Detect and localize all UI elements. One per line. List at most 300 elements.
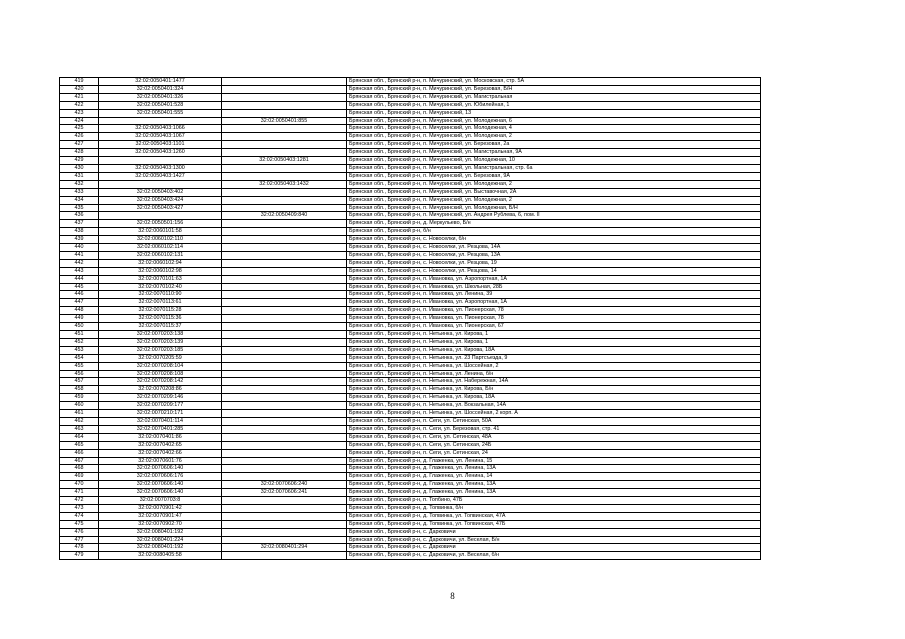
table-row	[60, 402, 761, 410]
row-number-cell: 478	[60, 544, 99, 552]
cadastral-number-cell: 32:02:0070208:86	[99, 386, 222, 394]
cadastral-number-cell: 32:02:0070208:142	[99, 378, 222, 386]
cadastral-number-cell: 32:02:0060101:58	[99, 228, 222, 236]
address-cell: Брянская обл., Брянский р-н, п. Нетьинка, ул. Ленина, б/н	[347, 370, 761, 378]
table-row	[60, 85, 761, 93]
row-number-cell: 433	[60, 188, 99, 196]
parent-cadastral-number-cell	[222, 417, 347, 425]
cadastral-number-cell: 32:02:0070402:66	[99, 449, 222, 457]
address-cell: Брянская обл., Брянский р-н, п. Мичуринский, ул. Выставочная, 2А	[347, 188, 761, 196]
address-cell: Брянская обл., Брянский р-н, п. Нетьинка, ул. Кирова, 1	[347, 331, 761, 339]
parent-cadastral-number-cell: 32:02:0070606:240	[222, 481, 347, 489]
cadastral-number-cell: 32:02:0050403:1427	[99, 172, 222, 180]
row-number-cell: 455	[60, 362, 99, 370]
table-row	[60, 267, 761, 275]
parent-cadastral-number-cell	[222, 188, 347, 196]
parent-cadastral-number-cell	[222, 267, 347, 275]
cadastral-number-cell: 32:02:0080401:192	[99, 544, 222, 552]
cadastral-number-cell: 32:02:0080401:224	[99, 536, 222, 544]
parent-cadastral-number-cell: 32:02:0050403:1281	[222, 157, 347, 165]
cadastral-number-cell: 32:02:0070901:42	[99, 504, 222, 512]
table-row	[60, 338, 761, 346]
table-row	[60, 323, 761, 331]
parent-cadastral-number-cell	[222, 520, 347, 528]
address-cell: Брянская обл., Брянский р-н, с. Дарковичи, ул. Веселая, Б/н	[347, 536, 761, 544]
parent-cadastral-number-cell: 32:02:0070606:241	[222, 489, 347, 497]
table-row	[60, 504, 761, 512]
address-cell: Брянская обл., Брянский р-н, п. Мичуринский, ул. Молодежная, 6	[347, 117, 761, 125]
parent-cadastral-number-cell	[222, 291, 347, 299]
address-cell: Брянская обл., Брянский р-н, п. Нетьинка, ул. Набережная, 14А	[347, 378, 761, 386]
cadastral-number-cell: 32:02:0070606:140	[99, 489, 222, 497]
row-number-cell: 426	[60, 133, 99, 141]
row-number-cell: 449	[60, 315, 99, 323]
table-row	[60, 441, 761, 449]
table-row	[60, 275, 761, 283]
row-number-cell: 424	[60, 117, 99, 125]
parent-cadastral-number-cell	[222, 497, 347, 505]
table-row	[60, 157, 761, 165]
parent-cadastral-number-cell: 32:02:0050409:840	[222, 212, 347, 220]
table-row	[60, 307, 761, 315]
parent-cadastral-number-cell	[222, 504, 347, 512]
parent-cadastral-number-cell	[222, 307, 347, 315]
row-number-cell: 444	[60, 275, 99, 283]
address-cell: Брянская обл., Брянский р-н, п. Мичуринский, ул. Юбилейная, 1	[347, 101, 761, 109]
cadastral-number-cell: 32:02:0070606:140	[99, 465, 222, 473]
row-number-cell: 479	[60, 552, 99, 560]
cadastral-number-cell: 32:02:0070209:146	[99, 394, 222, 402]
parent-cadastral-number-cell	[222, 220, 347, 228]
table-row	[60, 196, 761, 204]
cadastral-number-cell: 32:02:0070401:285	[99, 425, 222, 433]
row-number-cell: 460	[60, 402, 99, 410]
parent-cadastral-number-cell	[222, 362, 347, 370]
parent-cadastral-number-cell	[222, 338, 347, 346]
address-cell: Брянская обл., Брянский р-н, д. Глаженка, ул. Ленина, 14	[347, 473, 761, 481]
parent-cadastral-number-cell	[222, 133, 347, 141]
cadastral-number-cell: 32:02:0050501:156	[99, 220, 222, 228]
table-row	[60, 188, 761, 196]
table-row	[60, 141, 761, 149]
address-cell: Брянская обл., Брянский р-н, п. Мичуринский, ул. Молодежная, 2	[347, 196, 761, 204]
row-number-cell: 467	[60, 457, 99, 465]
parent-cadastral-number-cell	[222, 425, 347, 433]
cadastral-number-cell: 32:02:0070601:76	[99, 457, 222, 465]
row-number-cell: 431	[60, 172, 99, 180]
page-number: 8	[450, 591, 455, 601]
parent-cadastral-number-cell	[222, 141, 347, 149]
cadastral-number-cell: 32:02:0070703:8	[99, 497, 222, 505]
parent-cadastral-number-cell	[222, 378, 347, 386]
row-number-cell: 425	[60, 125, 99, 133]
row-number-cell: 453	[60, 346, 99, 354]
address-cell: Брянская обл., Брянский р-н, п. Мичуринский, ул. Магистральная	[347, 93, 761, 101]
cadastral-number-cell: 32:02:0050403:427	[99, 204, 222, 212]
registry-table	[59, 77, 761, 560]
address-cell: Брянская обл., Брянский р-н, д. Топвинка, ул. Топвинская, 47Б	[347, 520, 761, 528]
address-cell: Брянская обл., Брянский р-н, п. Сеги, ул. Сетинская, 48А	[347, 433, 761, 441]
cadastral-number-cell	[99, 117, 222, 125]
address-cell: Брянская обл., Брянский р-н, с. Новоселки, ул. Резцова, 14А	[347, 244, 761, 252]
row-number-cell: 457	[60, 378, 99, 386]
parent-cadastral-number-cell	[222, 125, 347, 133]
table-row	[60, 117, 761, 125]
row-number-cell: 423	[60, 109, 99, 117]
parent-cadastral-number-cell	[222, 346, 347, 354]
parent-cadastral-number-cell: 32:02:0050401:855	[222, 117, 347, 125]
row-number-cell: 468	[60, 465, 99, 473]
row-number-cell: 450	[60, 323, 99, 331]
cadastral-number-cell: 32:02:0050401:555	[99, 109, 222, 117]
address-cell: Брянская обл., Брянский р-н, п. Ивановка, ул. Аэропортная, 1А	[347, 275, 761, 283]
parent-cadastral-number-cell	[222, 149, 347, 157]
row-number-cell: 472	[60, 497, 99, 505]
table-row	[60, 236, 761, 244]
address-cell: Брянская обл., Брянский р-н, п. Мичуринский, ул. Андрея Рублева, 6, пом. II	[347, 212, 761, 220]
row-number-cell: 463	[60, 425, 99, 433]
parent-cadastral-number-cell	[222, 331, 347, 339]
address-cell: Брянская обл., Брянский р-н, п. Нетьинка, ул. Вокзальная, 14А	[347, 402, 761, 410]
cadastral-number-cell: 32:02:0070203:138	[99, 331, 222, 339]
address-cell: Брянская обл., Брянский р-н, с. Дарковичи	[347, 528, 761, 536]
row-number-cell: 473	[60, 504, 99, 512]
table-row	[60, 417, 761, 425]
address-cell: Брянская обл., Брянский р-н, п. Мичуринский, ул. Березовая, Б/Н	[347, 85, 761, 93]
cadastral-number-cell: 32:02:0050403:1066	[99, 125, 222, 133]
cadastral-number-cell: 32:02:0050403:1260	[99, 149, 222, 157]
row-number-cell: 451	[60, 331, 99, 339]
address-cell: Брянская обл., Брянский р-н, д. Глаженка, ул. Ленина, 13А	[347, 481, 761, 489]
cadastral-number-cell: 32:02:0050401:1477	[99, 78, 222, 86]
address-cell: Брянская обл., Брянский р-н, с. Дарковичи	[347, 544, 761, 552]
row-number-cell: 434	[60, 196, 99, 204]
parent-cadastral-number-cell	[222, 299, 347, 307]
row-number-cell: 452	[60, 338, 99, 346]
row-number-cell: 466	[60, 449, 99, 457]
row-number-cell: 470	[60, 481, 99, 489]
cadastral-number-cell: 32:02:0070901:47	[99, 512, 222, 520]
cadastral-number-cell: 32:02:0070401:86	[99, 433, 222, 441]
address-cell: Брянская обл., Брянский р-н, п. Нетьинка, ул. Кирова, 18А	[347, 394, 761, 402]
parent-cadastral-number-cell	[222, 465, 347, 473]
parent-cadastral-number-cell	[222, 370, 347, 378]
table-row	[60, 251, 761, 259]
row-number-cell: 474	[60, 512, 99, 520]
table-row	[60, 212, 761, 220]
parent-cadastral-number-cell: 32:02:0080401:294	[222, 544, 347, 552]
cadastral-number-cell: 32:02:0050403:1067	[99, 133, 222, 141]
address-cell: Брянская обл., Брянский р-н, п. Нетьинка, ул. Кирова, 18А	[347, 346, 761, 354]
row-number-cell: 445	[60, 283, 99, 291]
address-cell: Брянская обл., Брянский р-н, п. Ивановка, ул. Пионерская, 78	[347, 307, 761, 315]
row-number-cell: 441	[60, 251, 99, 259]
cadastral-number-cell: 32:02:0050403:424	[99, 196, 222, 204]
parent-cadastral-number-cell	[222, 410, 347, 418]
cadastral-number-cell: 32:02:0050403:1300	[99, 164, 222, 172]
address-cell: Брянская обл., Брянский р-н, п. Мичуринский, ул. Магистральная, 9А	[347, 149, 761, 157]
table-row	[60, 410, 761, 418]
cadastral-number-cell	[99, 157, 222, 165]
row-number-cell: 435	[60, 204, 99, 212]
parent-cadastral-number-cell	[222, 449, 347, 457]
address-cell: Брянская обл., Брянский р-н, п. Мичуринский, ул. Молодежная, 2	[347, 180, 761, 188]
address-cell: Брянская обл., Брянский р-н, д. Глаженка, ул. Ленина, 13А	[347, 489, 761, 497]
address-cell: Брянская обл., Брянский р-н, п. Сеги, ул. Сетинская, 24Б	[347, 441, 761, 449]
parent-cadastral-number-cell	[222, 536, 347, 544]
table-row	[60, 512, 761, 520]
address-cell: Брянская обл., Брянский р-н, п. Нетьинка, ул. 23 Партсъезда, 9	[347, 354, 761, 362]
cadastral-number-cell: 32:02:0070115:37	[99, 323, 222, 331]
parent-cadastral-number-cell	[222, 251, 347, 259]
parent-cadastral-number-cell	[222, 228, 347, 236]
table-row	[60, 331, 761, 339]
table-row	[60, 291, 761, 299]
address-cell: Брянская обл., Брянский р-н, с. Новоселки, ул. Резцова, 14	[347, 267, 761, 275]
parent-cadastral-number-cell	[222, 323, 347, 331]
address-cell: Брянская обл., Брянский р-н, п. Мичуринский, ул. Молодежная, Б/Н	[347, 204, 761, 212]
address-cell: Брянская обл., Брянский р-н, п. Мичуринский, ул. Молодежная, 10	[347, 157, 761, 165]
table-row	[60, 315, 761, 323]
table-row	[60, 101, 761, 109]
address-cell: Брянская обл., Брянский р-н, п. Мичуринский, ул. Магистральная, стр. 6а	[347, 164, 761, 172]
table-row	[60, 354, 761, 362]
address-cell: Брянская обл., Брянский р-н, п. Мичуринский, ул. Московская, стр. 5А	[347, 78, 761, 86]
cadastral-number-cell: 32:02:0070110:90	[99, 291, 222, 299]
parent-cadastral-number-cell	[222, 433, 347, 441]
table-row	[60, 473, 761, 481]
parent-cadastral-number-cell	[222, 402, 347, 410]
row-number-cell: 459	[60, 394, 99, 402]
cadastral-number-cell: 32:02:0070210:171	[99, 410, 222, 418]
address-cell: Брянская обл., Брянский р-н, с. Новоселки, ул. Резцова, 19	[347, 259, 761, 267]
parent-cadastral-number-cell	[222, 259, 347, 267]
row-number-cell: 471	[60, 489, 99, 497]
cadastral-number-cell	[99, 212, 222, 220]
parent-cadastral-number-cell	[222, 109, 347, 117]
table-row	[60, 449, 761, 457]
cadastral-number-cell: 32:02:0070902:70	[99, 520, 222, 528]
cadastral-number-cell: 32:02:0070115:36	[99, 315, 222, 323]
row-number-cell: 439	[60, 236, 99, 244]
address-cell: Брянская обл., Брянский р-н, п. Ивановка, ул. Ленина, 39	[347, 291, 761, 299]
address-cell: Брянская обл., Брянский р-н, п. Ивановка, ул. Пионерская, 78	[347, 315, 761, 323]
row-number-cell: 442	[60, 259, 99, 267]
parent-cadastral-number-cell	[222, 512, 347, 520]
cadastral-number-cell: 32:02:0050401:324	[99, 85, 222, 93]
cadastral-number-cell: 32:02:0070115:28	[99, 307, 222, 315]
table-row	[60, 78, 761, 86]
cadastral-number-cell: 32:02:0050401:528	[99, 101, 222, 109]
address-cell: Брянская обл., Брянский р-н, д. Глаженка, ул. Ленина, 13А	[347, 465, 761, 473]
row-number-cell: 446	[60, 291, 99, 299]
table-row	[60, 283, 761, 291]
parent-cadastral-number-cell	[222, 473, 347, 481]
cadastral-number-cell: 32:02:0070113:61	[99, 299, 222, 307]
table-row	[60, 386, 761, 394]
row-number-cell: 448	[60, 307, 99, 315]
address-cell: Брянская обл., Брянский р-н, п. Сеги, ул. Сетинская, 24	[347, 449, 761, 457]
address-cell: Брянская обл., Брянский р-н, п. Мичуринский, ул. Березовая, 2а	[347, 141, 761, 149]
address-cell: Брянская обл., Брянский р-н, п. Нетьинка, ул. Кирова, 1	[347, 338, 761, 346]
address-cell: Брянская обл., Брянский р-н, с. Новоселки, ул. Резцова, 13А	[347, 251, 761, 259]
table-row	[60, 220, 761, 228]
parent-cadastral-number-cell	[222, 552, 347, 560]
cadastral-number-cell	[99, 180, 222, 188]
parent-cadastral-number-cell: 32:02:0050403:1432	[222, 180, 347, 188]
table-row	[60, 362, 761, 370]
parent-cadastral-number-cell	[222, 93, 347, 101]
address-cell: Брянская обл., Брянский р-н, с. Новоселки, б/н	[347, 236, 761, 244]
row-number-cell: 443	[60, 267, 99, 275]
parent-cadastral-number-cell	[222, 394, 347, 402]
row-number-cell: 419	[60, 78, 99, 86]
cadastral-number-cell: 32:02:0060102:94	[99, 259, 222, 267]
row-number-cell: 436	[60, 212, 99, 220]
table-row	[60, 544, 761, 552]
address-cell: Брянская обл., Брянский р-н, с. Дарковичи, ул. Веселая, б/н	[347, 552, 761, 560]
address-cell: Брянская обл., Брянский р-н, д. Меркульево, Б/н	[347, 220, 761, 228]
address-cell: Брянская обл., Брянский р-н, д. Глаженка, ул. Ленина, 15	[347, 457, 761, 465]
parent-cadastral-number-cell	[222, 164, 347, 172]
table-row	[60, 394, 761, 402]
parent-cadastral-number-cell	[222, 283, 347, 291]
address-cell: Брянская обл., Брянский р-н, п. Топбино, 47Б	[347, 497, 761, 505]
parent-cadastral-number-cell	[222, 85, 347, 93]
table-row	[60, 425, 761, 433]
parent-cadastral-number-cell	[222, 315, 347, 323]
cadastral-number-cell: 32:02:0070203:139	[99, 338, 222, 346]
table-row	[60, 536, 761, 544]
address-cell: Брянская обл., Брянский р-н, д. Топвинка, ул. Топвинская, 47А	[347, 512, 761, 520]
row-number-cell: 461	[60, 410, 99, 418]
table-row	[60, 125, 761, 133]
row-number-cell: 477	[60, 536, 99, 544]
cadastral-number-cell: 32:02:0070401:114	[99, 417, 222, 425]
table-row	[60, 93, 761, 101]
address-cell: Брянская обл., Брянский р-н, п. Мичуринский, ул. Молодежная, 2	[347, 133, 761, 141]
cadastral-number-cell: 32:02:0060102:114	[99, 244, 222, 252]
address-cell: Брянская обл., Брянский р-н, п. Ивановка, ул. Школьная, 28Б	[347, 283, 761, 291]
table-row	[60, 299, 761, 307]
row-number-cell: 465	[60, 441, 99, 449]
row-number-cell: 475	[60, 520, 99, 528]
row-number-cell: 469	[60, 473, 99, 481]
table-row	[60, 204, 761, 212]
parent-cadastral-number-cell	[222, 204, 347, 212]
table-row	[60, 520, 761, 528]
address-cell: Брянская обл., Брянский р-н, п. Мичуринский, ул. Молодежная, 4	[347, 125, 761, 133]
table-row	[60, 433, 761, 441]
row-number-cell: 462	[60, 417, 99, 425]
table-row	[60, 180, 761, 188]
cadastral-number-cell: 32:02:0070205:59	[99, 354, 222, 362]
cadastral-number-cell: 32:02:0050401:326	[99, 93, 222, 101]
table-row	[60, 378, 761, 386]
registry-body	[60, 78, 761, 560]
table-row	[60, 481, 761, 489]
cadastral-number-cell: 32:02:0080401:192	[99, 528, 222, 536]
cadastral-number-cell: 32:02:0060102:131	[99, 251, 222, 259]
table-row	[60, 259, 761, 267]
row-number-cell: 456	[60, 370, 99, 378]
row-number-cell: 438	[60, 228, 99, 236]
row-number-cell: 464	[60, 433, 99, 441]
table-row	[60, 552, 761, 560]
row-number-cell: 437	[60, 220, 99, 228]
cadastral-number-cell: 32:02:0070208:104	[99, 362, 222, 370]
table-row	[60, 489, 761, 497]
row-number-cell: 427	[60, 141, 99, 149]
row-number-cell: 429	[60, 157, 99, 165]
table-row	[60, 346, 761, 354]
cadastral-number-cell: 32:02:0070209:177	[99, 402, 222, 410]
address-cell: Брянская обл., Брянский р-н, п. Нетьинка, ул. Шоссейная, 2	[347, 362, 761, 370]
address-cell: Брянская обл., Брянский р-н, п. Сеги, ул. Сетинская, 50А	[347, 417, 761, 425]
table-row	[60, 149, 761, 157]
parent-cadastral-number-cell	[222, 354, 347, 362]
address-cell: Брянская обл., Брянский р-н, п. Нетьинка, ул. Кирова, Б/н	[347, 386, 761, 394]
cadastral-number-cell: 32:02:0070606:176	[99, 473, 222, 481]
cadastral-number-cell: 32:02:0070208:108	[99, 370, 222, 378]
row-number-cell: 430	[60, 164, 99, 172]
address-cell: Брянская обл., Брянский р-н, п. Мичуринский, 13	[347, 109, 761, 117]
cadastral-number-cell: 32:02:0070606:140	[99, 481, 222, 489]
parent-cadastral-number-cell	[222, 275, 347, 283]
row-number-cell: 420	[60, 85, 99, 93]
parent-cadastral-number-cell	[222, 236, 347, 244]
parent-cadastral-number-cell	[222, 386, 347, 394]
address-cell: Брянская обл., Брянский р-н, п. Нетьинка, ул. Шоссейная, 2 корп. А	[347, 410, 761, 418]
cadastral-number-cell: 32:02:0080405:58	[99, 552, 222, 560]
parent-cadastral-number-cell	[222, 441, 347, 449]
address-cell: Брянская обл., Брянский р-н, п. Мичуринский, ул. Березовая, 9А	[347, 172, 761, 180]
row-number-cell: 476	[60, 528, 99, 536]
cadastral-number-cell: 32:02:0050403:1101	[99, 141, 222, 149]
table-row	[60, 172, 761, 180]
table-row	[60, 133, 761, 141]
parent-cadastral-number-cell	[222, 78, 347, 86]
parent-cadastral-number-cell	[222, 101, 347, 109]
address-cell: Брянская обл., Брянский р-н, п. Ивановка, ул. Аэропортная, 1А	[347, 299, 761, 307]
table-row	[60, 497, 761, 505]
cadastral-number-cell: 32:02:0070203:185	[99, 346, 222, 354]
parent-cadastral-number-cell	[222, 244, 347, 252]
row-number-cell: 428	[60, 149, 99, 157]
table-row	[60, 109, 761, 117]
parent-cadastral-number-cell	[222, 528, 347, 536]
address-cell: Брянская обл., Брянский р-н, п. Ивановка, ул. Пионерская, 67	[347, 323, 761, 331]
cadastral-number-cell: 32:02:0050403:402	[99, 188, 222, 196]
parent-cadastral-number-cell	[222, 172, 347, 180]
parent-cadastral-number-cell	[222, 457, 347, 465]
row-number-cell: 432	[60, 180, 99, 188]
row-number-cell: 440	[60, 244, 99, 252]
cadastral-number-cell: 32:02:0070101:63	[99, 275, 222, 283]
table-row	[60, 370, 761, 378]
table-row	[60, 457, 761, 465]
table-row	[60, 164, 761, 172]
table-row	[60, 244, 761, 252]
cadastral-number-cell: 32:02:0070102:40	[99, 283, 222, 291]
address-cell: Брянская обл., Брянский р-н, б/н	[347, 228, 761, 236]
table-row	[60, 528, 761, 536]
cadastral-number-cell: 32:02:0060102:98	[99, 267, 222, 275]
cadastral-number-cell: 32:02:0060102:110	[99, 236, 222, 244]
row-number-cell: 421	[60, 93, 99, 101]
address-cell: Брянская обл., Брянский р-н, д. Топвинка, б/н	[347, 504, 761, 512]
address-cell: Брянская обл., Брянский р-н, п. Сеги, ул. Березовая, стр. 41	[347, 425, 761, 433]
